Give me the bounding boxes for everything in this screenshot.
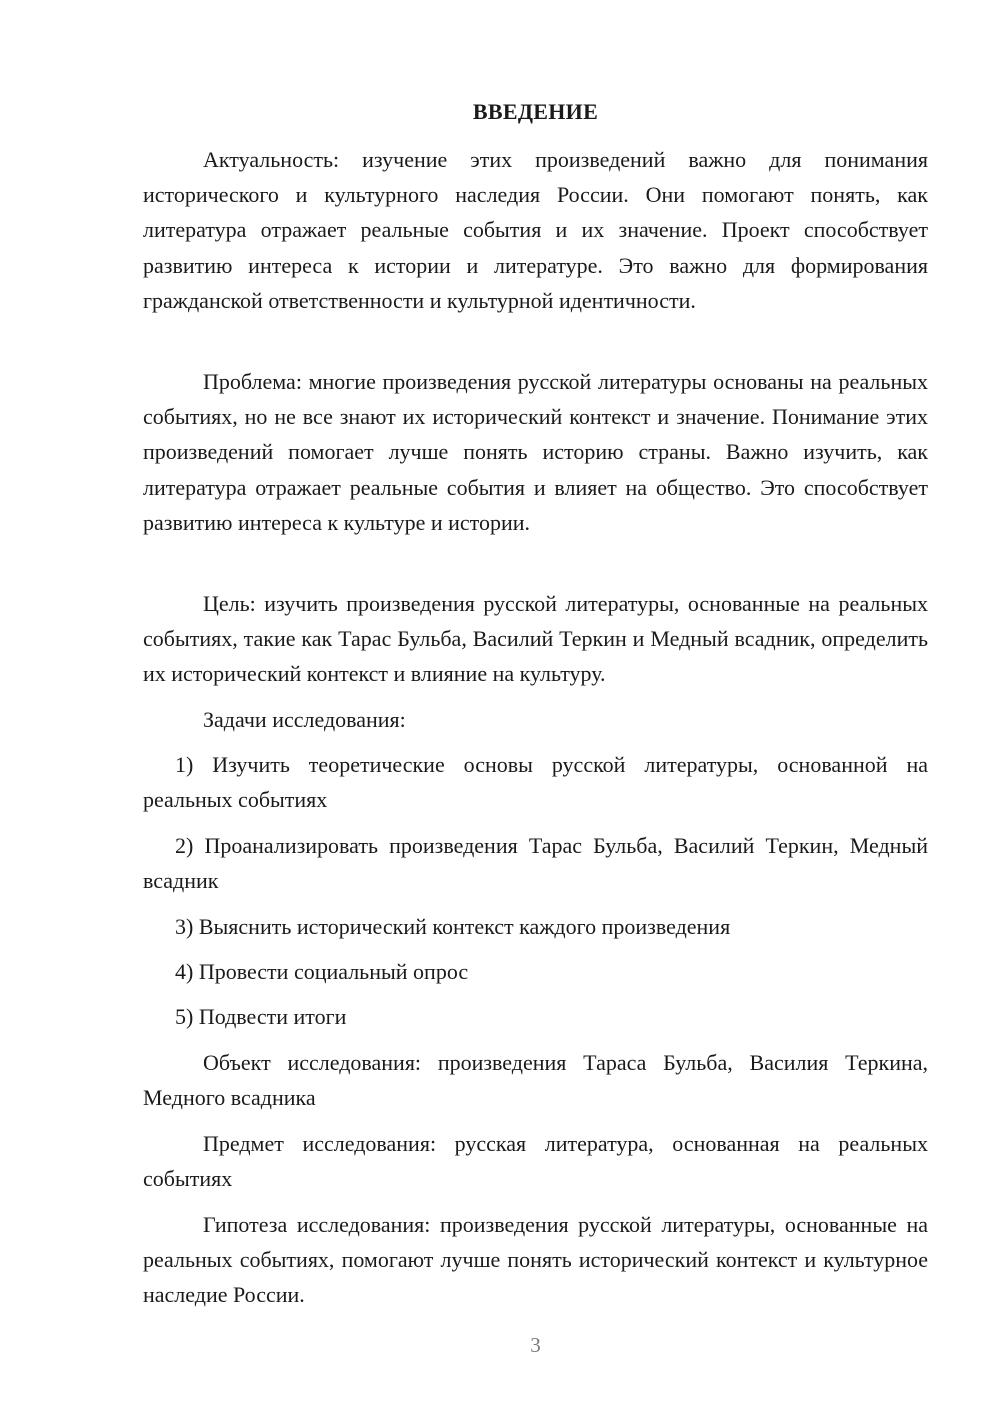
task-item-1: 1) Изучить теоретические основы русской литературы, основанной на реальных событиях — [143, 752, 928, 813]
task-item-3: 3) Выяснить исторический контекст каждого произведения — [175, 914, 731, 939]
paragraph-subject: Предмет исследования: русская литература, основанная на реальных событиях — [143, 1131, 928, 1192]
task-item-4: 4) Провести социальный опрос — [175, 959, 469, 984]
paragraph-goal: Цель: изучить произведения русской литературы, основанные на реальных событиях, такие как Тарас Бульба, Василий Теркин и Медный всадник, определить их исторический контекст и влияние на культуру. — [143, 591, 928, 687]
paragraph-problem: Проблема: многие произведения русской литературы основаны на реальных событиях, но не все знают их исторический контекст и значение. Понимание этих произведений помогает лучше понять историю страны. Важно изучить, как литература отражает реальные события и влияет на общество. Это способствует развитию интереса к культуре и истории. — [143, 369, 928, 535]
paragraph-hypothesis: Гипотеза исследования: произведения русской литературы, основанные на реальных событиях, помогают лучше понять исторический контекст и культурное наследие России. — [143, 1212, 928, 1308]
task-item-2: 2) Проанализировать произведения Тарас Бульба, Василий Теркин, Медный всадник — [143, 833, 928, 894]
page-number: 3 — [530, 1333, 541, 1357]
tasks-heading: Задачи исследования: — [203, 707, 406, 732]
paragraph-relevance: Актуальность: изучение этих произведений важно для понимания исторического и культурного наследия России. Они помогают понять, как литература отражает реальные события и их значение. Проект способствует развитию интереса к истории и литературе. Это важно для формирования гражданской ответственности и культурной идентичности. — [143, 147, 928, 313]
page-title: ВВЕДЕНИЕ — [472, 99, 599, 124]
paragraph-object: Объект исследования: произведения Тараса Бульба, Василия Теркина, Медного всадника — [143, 1050, 928, 1111]
task-item-5: 5) Подвести итоги — [175, 1004, 347, 1029]
